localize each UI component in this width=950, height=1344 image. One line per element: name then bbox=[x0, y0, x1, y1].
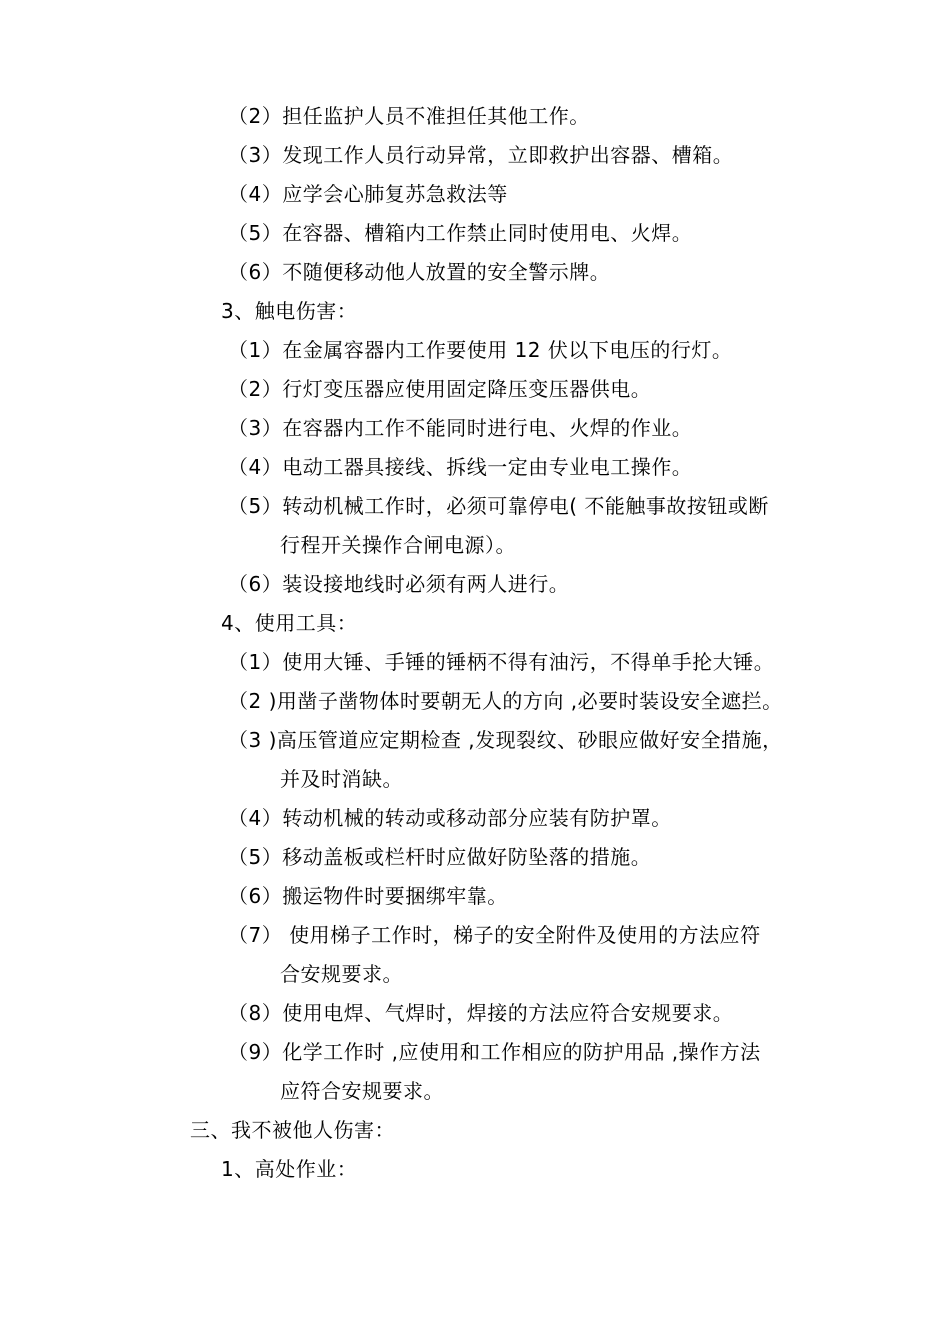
text-line-continuation: 并及时消缺。 bbox=[280, 767, 403, 791]
text-line: （6）不随便移动他人放置的安全警示牌。 bbox=[228, 260, 611, 284]
text-line: （3）发现工作人员行动异常，立即救护出容器、槽箱。 bbox=[228, 143, 734, 167]
text-line: （1）在金属容器内工作要使用 12 伏以下电压的行灯。 bbox=[228, 338, 733, 362]
text-line: （2）行灯变压器应使用固定降压变压器供电。 bbox=[228, 377, 652, 401]
text-line: （8）使用电焊、气焊时，焊接的方法应符合安规要求。 bbox=[228, 1001, 734, 1025]
text-line: （6）搬运物件时要捆绑牢靠。 bbox=[228, 884, 508, 908]
text-line-continuation: 应符合安规要求。 bbox=[280, 1079, 444, 1103]
text-line: （5）移动盖板或栏杆时应做好防坠落的措施。 bbox=[228, 845, 652, 869]
text-line: （4）电动工器具接线、拆线一定由专业电工操作。 bbox=[228, 455, 693, 479]
chapter-heading: 三、我不被他人伤害： bbox=[190, 1118, 395, 1142]
section-heading: 4、使用工具： bbox=[221, 611, 358, 635]
text-line: （7） 使用梯子工作时，梯子的安全附件及使用的方法应符 bbox=[228, 923, 761, 947]
section-heading: 3、触电伤害： bbox=[221, 299, 358, 323]
text-line: （3）在容器内工作不能同时进行电、火焊的作业。 bbox=[228, 416, 693, 440]
text-line-continuation: 合安规要求。 bbox=[280, 962, 403, 986]
text-line: （1）使用大锤、手锤的锤柄不得有油污，不得单手抡大锤。 bbox=[228, 650, 775, 674]
section-heading: 1、高处作业： bbox=[221, 1157, 358, 1181]
text-line: （6）装设接地线时必须有两人进行。 bbox=[228, 572, 570, 596]
text-line: （2 )用凿子凿物体时要朝无人的方向 ,必要时装设安全遮拦。 bbox=[228, 689, 783, 713]
text-line: （9）化学工作时 ,应使用和工作相应的防护用品 ,操作方法 bbox=[228, 1040, 761, 1064]
text-line: （5）在容器、槽箱内工作禁止同时使用电、火焊。 bbox=[228, 221, 693, 245]
text-line: （2）担任监护人员不准担任其他工作。 bbox=[228, 104, 590, 128]
text-line: （5）转动机械工作时，必须可靠停电( 不能触事故按钮或断 bbox=[228, 494, 769, 518]
text-line: （3 )高压管道应定期检查 ,发现裂纹、砂眼应做好安全措施， bbox=[228, 728, 783, 752]
text-line: （4）应学会心肺复苏急救法等 bbox=[228, 182, 508, 206]
text-line-continuation: 行程开关操作合闸电源）。 bbox=[280, 533, 516, 557]
text-line: （4）转动机械的转动或移动部分应装有防护罩。 bbox=[228, 806, 672, 830]
